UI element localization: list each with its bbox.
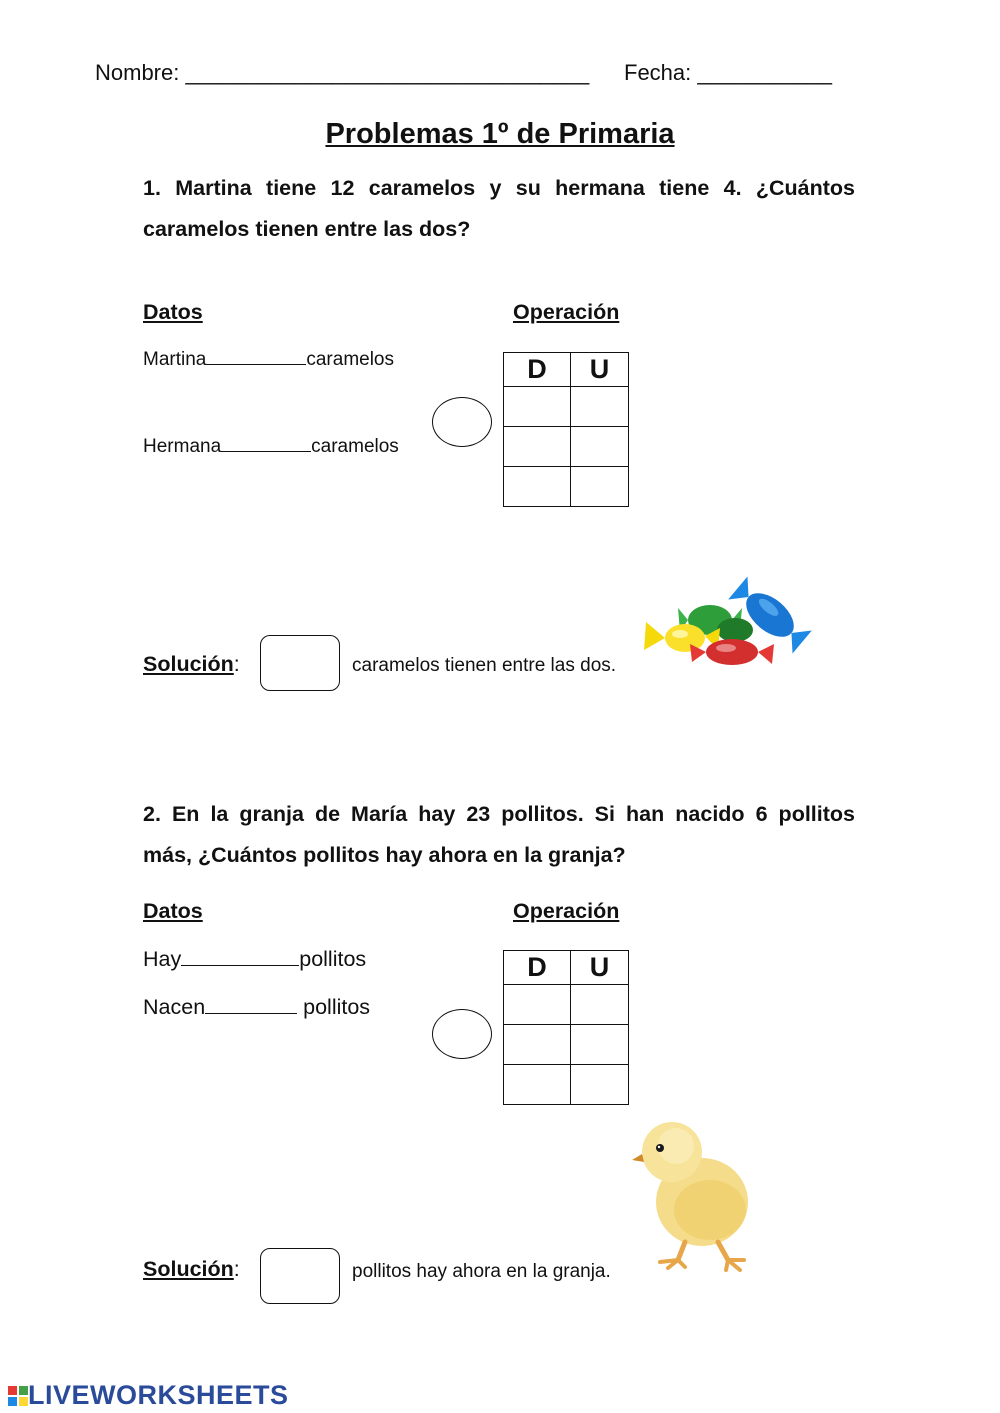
du-cell[interactable]: [571, 467, 629, 507]
problem-2-question-line-1: 2. En la granja de María hay 23 pollitos. Si han nacido 6 pollitos: [143, 802, 855, 826]
logo-square: [8, 1397, 17, 1406]
column-u-header: U: [571, 951, 629, 985]
solution-colon: :: [233, 652, 240, 676]
problem-1-solution-box[interactable]: [260, 635, 340, 691]
problem-1-question: [143, 168, 855, 250]
problem-1-operacion-heading: Operación: [513, 300, 620, 324]
solution-word: Solución: [143, 1257, 234, 1281]
data-label: Martina: [143, 349, 207, 370]
problem-2-operacion-heading: Operación: [513, 899, 620, 923]
du-cell[interactable]: [571, 427, 629, 467]
name-label: Nombre:: [95, 60, 180, 85]
name-blank[interactable]: _________________________________: [185, 60, 590, 85]
problem-2-data-hay: [143, 947, 366, 972]
data-label: Hay: [143, 947, 182, 971]
data-unit: caramelos: [306, 349, 395, 370]
problem-2-data-nacen: [143, 995, 370, 1020]
data-unit: pollitos: [299, 947, 367, 971]
problem-1-solution-text: caramelos tienen entre las dos.: [352, 655, 617, 676]
column-d-header: D: [504, 951, 571, 985]
du-cell[interactable]: [504, 387, 571, 427]
logo-square: [19, 1386, 28, 1395]
problem-2-du-table: [503, 950, 629, 1105]
liveworksheets-logo-icon: [8, 1386, 28, 1406]
data-label: Nacen: [143, 995, 206, 1019]
du-cell[interactable]: [504, 427, 571, 467]
data-label: Hermana: [143, 436, 222, 457]
problem-1-operator-circle[interactable]: [432, 397, 492, 447]
problem-2-nacen-blank[interactable]: [205, 995, 297, 1014]
problem-1-data-hermana: [143, 435, 399, 458]
du-cell[interactable]: [504, 1065, 571, 1105]
candies-image: [640, 570, 815, 675]
data-unit: pollitos: [297, 995, 371, 1019]
solution-word: Solución: [143, 652, 234, 676]
logo-square: [19, 1397, 28, 1406]
problem-1-question-line-2: caramelos tienen entre las dos?: [143, 217, 471, 241]
du-cell[interactable]: [504, 1025, 571, 1065]
liveworksheets-logo[interactable]: [8, 1380, 289, 1411]
page-title: Problemas 1º de Primaria: [325, 118, 675, 150]
logo-square: [8, 1386, 17, 1395]
problem-2-solution-text: pollitos hay ahora en la granja.: [352, 1261, 611, 1282]
chick-image: [630, 1110, 760, 1275]
du-cell[interactable]: [571, 1025, 629, 1065]
problem-1-solution-label: [143, 652, 240, 677]
problem-2-solution-box[interactable]: [260, 1248, 340, 1304]
date-label: Fecha:: [624, 60, 692, 85]
solution-colon: :: [233, 1257, 240, 1281]
du-cell[interactable]: [504, 985, 571, 1025]
data-unit: caramelos: [311, 436, 399, 457]
du-cell[interactable]: [571, 1065, 629, 1105]
problem-1-hermana-blank[interactable]: [221, 435, 311, 452]
problem-2-question: [143, 794, 855, 876]
name-field-row: [95, 60, 589, 86]
problem-2-hay-blank[interactable]: [181, 947, 299, 966]
du-cell[interactable]: [571, 985, 629, 1025]
problem-2-question-line-2: más, ¿Cuántos pollitos hay ahora en la granja?: [143, 843, 626, 867]
problem-1-datos-heading: Datos: [143, 300, 203, 324]
du-cell[interactable]: [504, 467, 571, 507]
date-blank[interactable]: ___________: [697, 60, 832, 85]
problem-2-solution-label: [143, 1257, 240, 1282]
problem-2-datos-heading: Datos: [143, 899, 203, 923]
du-cell[interactable]: [571, 387, 629, 427]
problem-1-question-line-1: 1. Martina tiene 12 caramelos y su hermana tiene 4. ¿Cuántos: [143, 176, 855, 200]
date-field-row: [624, 60, 832, 86]
problem-1-data-martina: [143, 348, 394, 371]
problem-1-du-table: [503, 352, 629, 507]
problem-1-martina-blank[interactable]: [206, 348, 306, 365]
liveworksheets-brand-text: LIVEWORKSHEETS: [28, 1380, 289, 1410]
column-d-header: D: [504, 353, 571, 387]
column-u-header: U: [571, 353, 629, 387]
problem-2-operator-circle[interactable]: [432, 1009, 492, 1059]
